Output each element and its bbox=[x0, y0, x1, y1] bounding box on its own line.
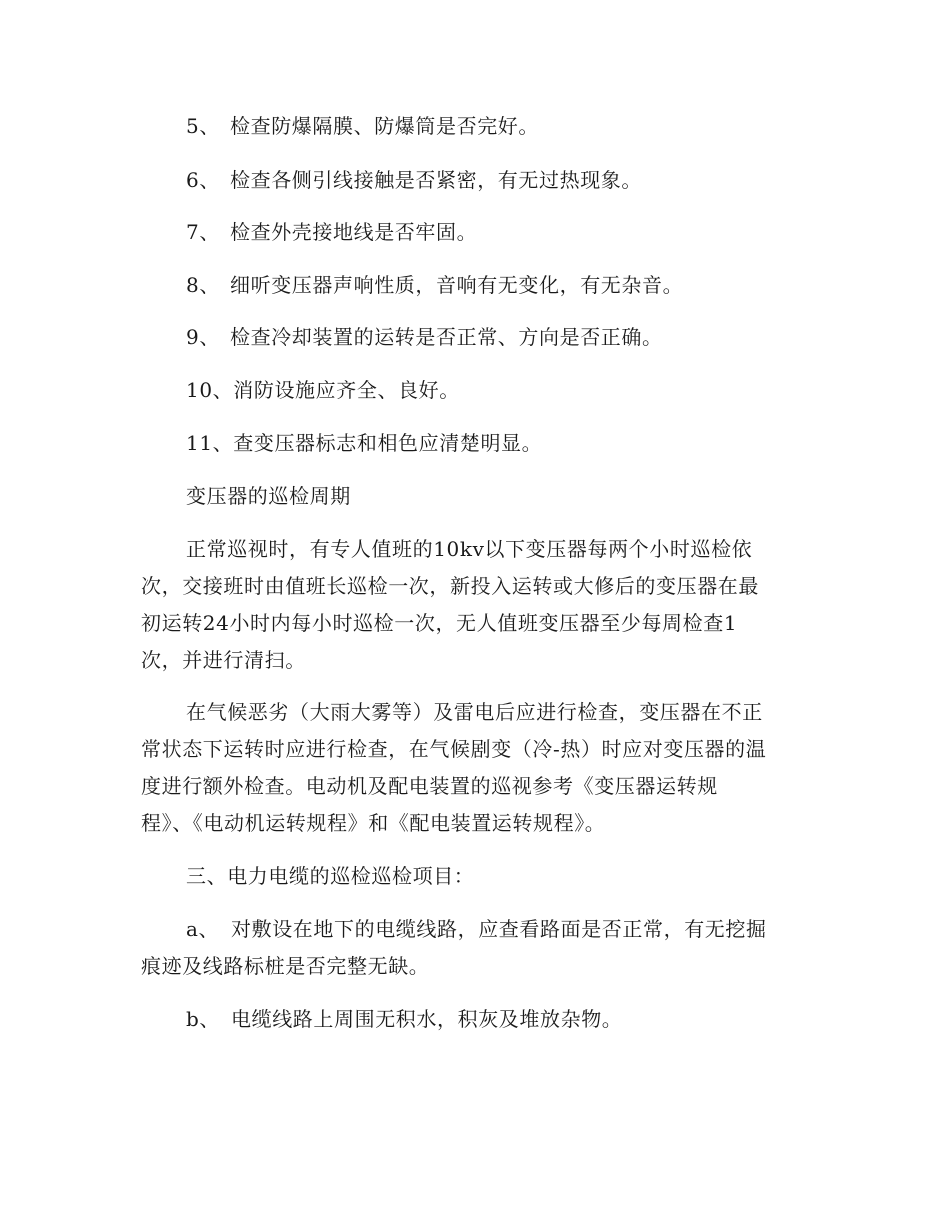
item-text: 对敷设在地下的电缆线路，应查看路面是否正常，有无挖掘 bbox=[231, 917, 767, 941]
list-item bbox=[186, 378, 460, 402]
section-title: 变压器的巡检周期 bbox=[186, 484, 351, 508]
list-item bbox=[186, 1007, 622, 1031]
list-item bbox=[186, 431, 542, 455]
list-item bbox=[186, 273, 683, 297]
item-number: 7、 bbox=[186, 220, 220, 244]
paragraph-line: 次，并进行清扫。 bbox=[141, 648, 306, 672]
item-text: 检查防爆隔膜、防爆筒是否完好。 bbox=[230, 114, 539, 138]
section-heading: 三、电力电缆的巡检巡检项目： bbox=[186, 864, 475, 888]
item-number: 11、 bbox=[186, 431, 234, 455]
item-number: 6、 bbox=[186, 168, 220, 192]
item-number: 9、 bbox=[186, 325, 220, 349]
item-letter: b、 bbox=[186, 1007, 221, 1031]
item-text: 查变压器标志和相色应清楚明显。 bbox=[233, 431, 543, 455]
list-item-continuation: 痕迹及线路标桩是否完整无缺。 bbox=[141, 954, 430, 978]
list-item bbox=[186, 168, 642, 192]
item-text: 电缆线路上周围无积水，积灰及堆放杂物。 bbox=[231, 1007, 623, 1031]
item-letter: a、 bbox=[186, 917, 220, 941]
list-item bbox=[186, 114, 539, 138]
item-text: 细听变压器声响性质，音响有无变化，有无杂音。 bbox=[230, 273, 684, 297]
item-text: 消防设施应齐全、良好。 bbox=[233, 378, 460, 402]
item-number: 10、 bbox=[186, 378, 234, 402]
list-item bbox=[186, 917, 767, 941]
paragraph-line: 在气候恶劣（大雨大雾等）及雷电后应进行检查，变压器在不正 bbox=[186, 700, 763, 724]
list-item bbox=[186, 220, 477, 244]
paragraph-line: 常状态下运转时应进行检查，在气候剧变（冷-热）时应对变压器的温 bbox=[141, 737, 767, 761]
paragraph-line: 初运转24小时内每小时巡检一次，无人值班变压器至少每周检查1 bbox=[141, 611, 738, 635]
paragraph-line: 程》、《电动机运转规程》和《配电装置运转规程》。 bbox=[141, 811, 606, 835]
paragraph-line: 度进行额外检查。电动机及配电装置的巡视参考《变压器运转规 bbox=[141, 774, 718, 798]
item-text: 检查冷却装置的运转是否正常、方向是否正确。 bbox=[230, 325, 663, 349]
paragraph-line: 次，交接班时由值班长巡检一次，新投入运转或大修后的变压器在最 bbox=[141, 574, 759, 598]
item-number: 5、 bbox=[186, 114, 220, 138]
item-number: 8、 bbox=[186, 273, 220, 297]
paragraph-line: 正常巡视时，有专人值班的10kv以下变压器每两个小时巡检依 bbox=[186, 537, 753, 561]
list-item bbox=[186, 325, 663, 349]
item-text: 检查各侧引线接触是否紧密，有无过热现象。 bbox=[230, 168, 642, 192]
item-text: 检查外壳接地线是否牢固。 bbox=[230, 220, 478, 244]
